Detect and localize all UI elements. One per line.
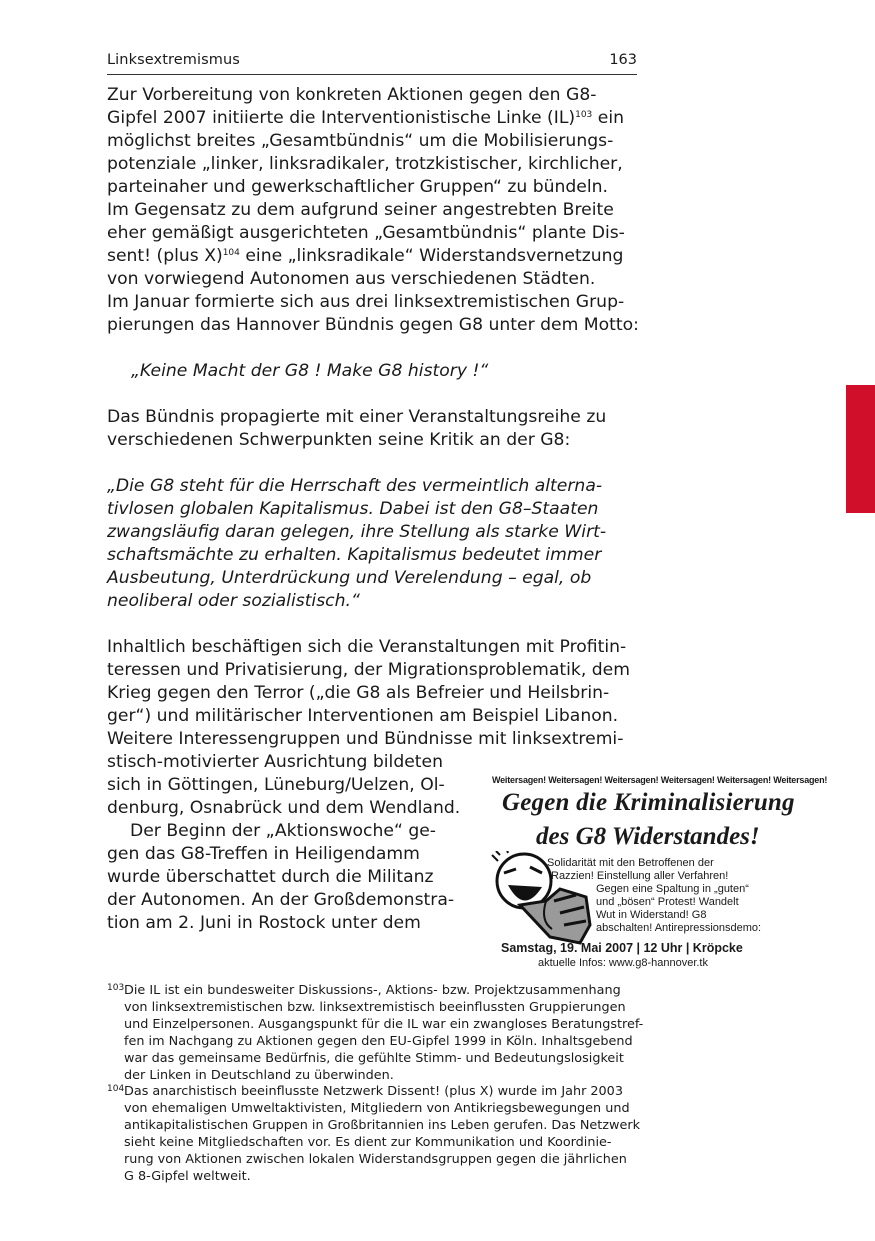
- text-line: parteinaher und gewerkschaftlicher Gruppen“ zu bündeln.: [107, 177, 609, 197]
- poster-text-line: Gegen eine Spaltung in „guten“: [596, 883, 749, 895]
- text-line: wurde überschattet durch die Militanz: [107, 867, 434, 887]
- protest-poster: [484, 773, 828, 971]
- footnote-ref-104[interactable]: 104: [222, 248, 240, 258]
- block-quote-line: neoliberal oder sozialistisch.“: [107, 591, 360, 611]
- motto-quote: „Keine Macht der G8 ! Make G8 history !“: [131, 361, 489, 381]
- text-line: Der Beginn der „Aktionswoche“ ge-: [130, 821, 437, 841]
- text-line: Im Januar formierte sich aus drei linksextremistischen Grup-: [107, 292, 625, 312]
- text-line: eher gemäßigt ausgerichteten „Gesamtbündnis“ plante Dis-: [107, 223, 625, 243]
- footnote-line: rung von Aktionen zwischen lokalen Widerstandsgruppen gegen die jährlichen: [124, 1152, 627, 1168]
- footnote-ref-103[interactable]: 103: [575, 110, 593, 120]
- text-line: teressen und Privatisierung, der Migrationsproblematik, dem: [107, 660, 630, 680]
- text-line: Krieg gegen den Terror („die G8 als Befreier und Heilsbrin-: [107, 683, 610, 703]
- footnote-number: 103: [107, 983, 125, 993]
- footnote-line: und Einzelpersonen. Ausgangspunkt für die IL war ein zwangloses Beratungstref-: [124, 1016, 644, 1032]
- text-line: Gipfel 2007 initiierte die Interventionistische Linke (IL)$^{103}$ ein: [107, 108, 625, 128]
- text-line: Zur Vorbereitung von konkreten Aktionen gegen den G8-: [107, 85, 597, 105]
- poster-text-line: Wut in Widerstand! G8: [596, 909, 707, 921]
- header-rule: [107, 74, 637, 75]
- footnote-line: sieht keine Mitgliedschaften vor. Es dient zur Kommunikation und Koordinie-: [124, 1135, 612, 1151]
- block-quote-line: zwangsläufig daran gelegen, ihre Stellung als starke Wirt-: [107, 522, 607, 542]
- chapter-side-tab: [846, 385, 875, 513]
- block-quote-line: Ausbeutung, Unterdrückung und Verelendung – egal, ob: [107, 568, 592, 588]
- poster-info-url: aktuelle Infos: www.g8-hannover.tk: [538, 957, 708, 969]
- block-quote-line: schaftsmächte zu erhalten. Kapitalismus bedeutet immer: [107, 545, 602, 565]
- footnote-line: der Linken in Deutschland zu überwinden.: [124, 1067, 394, 1083]
- text-line: stisch-motivierter Ausrichtung bildeten: [107, 752, 444, 772]
- footnote-line: antikapitalistischen Gruppen in Großbritannien ins Leben gerufen. Das Netzwerk: [124, 1118, 641, 1134]
- poster-text-line: Solidarität mit den Betroffenen der: [547, 857, 714, 869]
- text-line: potenziale „linker, linksradikaler, trotzkistischer, kirchlicher,: [107, 154, 623, 174]
- poster-topline: Weitersagen! Weitersagen! Weitersagen! Weitersagen! Weitersagen! Weitersagen!: [492, 775, 828, 785]
- footnote-line: Die IL ist ein bundesweiter Diskussions-, Aktions- bzw. Projektzusammenhang: [124, 983, 621, 998]
- text-line: Inhaltlich beschäftigen sich die Veranstaltungen mit Profitin-: [107, 637, 627, 657]
- footnote-line: von ehemaligen Umweltaktivisten, Mitgliedern von Antikriegsbewegungen und: [124, 1101, 630, 1117]
- text-line: gen das G8-Treffen in Heiligendamm: [107, 844, 420, 864]
- footnote-line: fen im Nachgang zu Aktionen gegen den EU-Gipfel 1999 in Köln. Inhaltsgebend: [124, 1033, 633, 1049]
- poster-date: Samstag, 19. Mai 2007 | 12 Uhr | Kröpcke: [501, 941, 743, 955]
- text-line: möglichst breites „Gesamtbündnis“ um die Mobilisierungs-: [107, 131, 614, 151]
- text-line: von vorwiegend Autonomen aus verschiedenen Städten.: [107, 269, 596, 289]
- text-line: ger“) und militärischer Interventionen am Beispiel Libanon.: [107, 706, 619, 726]
- text-line: denburg, Osnabrück und dem Wendland.: [107, 798, 461, 818]
- poster-text-line: und „bösen“ Protest! Wandelt: [596, 896, 739, 908]
- page-number: 163: [609, 52, 637, 68]
- poster-text-line: abschalten! Antirepressionsdemo:: [596, 922, 762, 934]
- block-quote-line: „Die G8 steht für die Herrschaft des vermeintlich alterna-: [107, 476, 603, 496]
- text-line: Im Gegensatz zu dem aufgrund seiner angestrebten Breite: [107, 200, 614, 220]
- text-line: sent! (plus X)$^{104}$ eine „linksradikale“ Widerstandsvernetzung: [107, 246, 624, 266]
- poster-text-line: Razzien! Einstellung aller Verfahren!: [551, 870, 729, 882]
- footnote-line: G 8-Gipfel weltweit.: [124, 1168, 251, 1184]
- running-header-title: Linksextremismus: [107, 52, 240, 68]
- poster-headline: Gegen die Kriminalisierung: [502, 789, 795, 816]
- footnote-number: 104: [107, 1084, 125, 1095]
- text-line: Das Bündnis propagierte mit einer Veranstaltungsreihe zu: [107, 407, 607, 427]
- text-line: der Autonomen. An der Großdemonstra-: [107, 890, 455, 910]
- text-line: tion am 2. Juni in Rostock unter dem: [107, 913, 421, 933]
- text-line: Weitere Interessengruppen und Bündnisse mit linksextremi-: [107, 729, 624, 749]
- footnote-line: Das anarchistisch beeinflusste Netzwerk Dissent! (plus X) wurde im Jahr 2003: [124, 1084, 623, 1100]
- footnote-104: [107, 1084, 647, 1185]
- footnote-103: [107, 983, 647, 1084]
- text-line: pierungen das Hannover Bündnis gegen G8 unter dem Motto:: [107, 315, 639, 335]
- text-line: verschiedenen Schwerpunkten seine Kritik an der G8:: [107, 430, 571, 450]
- poster-headline: des G8 Widerstandes!: [536, 823, 760, 850]
- footnotes: [107, 983, 647, 1186]
- footnote-line: von linksextremistischen bzw. linksextremistisch beeinflussten Gruppierungen: [124, 999, 626, 1015]
- text-line: sich in Göttingen, Lüneburg/Uelzen, Ol-: [107, 775, 445, 795]
- footnote-line: war das gemeinsame Bedürfnis, die gefühlte Stimm- und Bedeutungslosigkeit: [124, 1050, 624, 1066]
- block-quote-line: tivlosen globalen Kapitalismus. Dabei ist den G8–Staaten: [107, 499, 599, 519]
